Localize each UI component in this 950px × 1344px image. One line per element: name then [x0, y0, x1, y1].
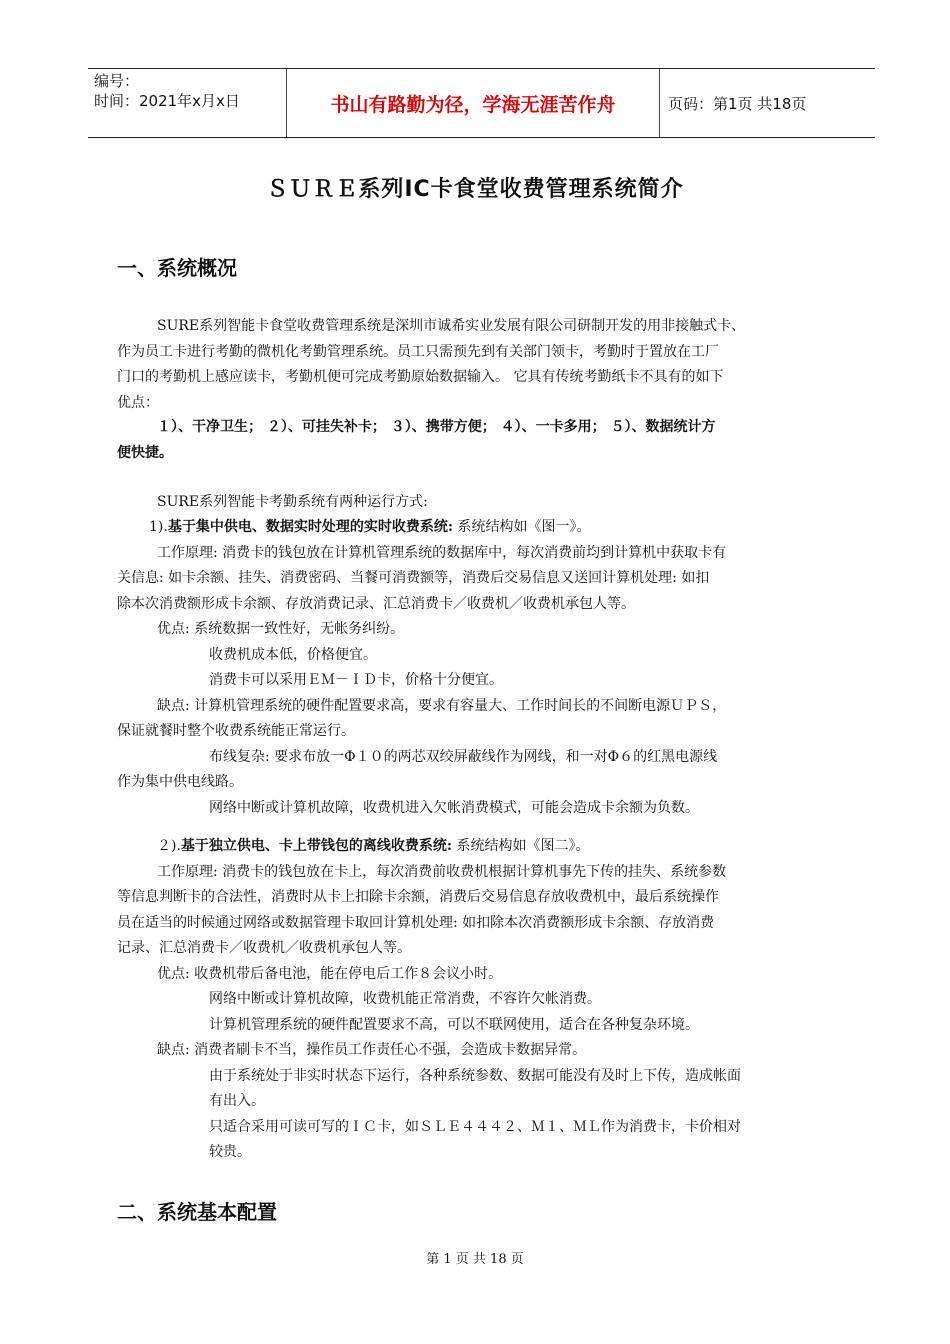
paragraph-line: 作为员工卡进行考勤的微机化考勤管理系统。员工只需预先到有关部门领卡，考勤时于置放在工厂: [117, 343, 719, 360]
mode1-title: 基于集中供电、数据实时处理的实时收费系统:: [167, 519, 453, 535]
page-footer: 第 1 页 共 18 页: [426, 1252, 524, 1267]
paragraph-line: 便快捷。: [117, 445, 173, 461]
mode2-section: [117, 834, 847, 1166]
section-heading-overview: 一、系统概况: [117, 256, 237, 280]
paragraph-line: １）、干净卫生； ２）、可挂失补卡； ３）、携带方便； ４）、一卡多用； ５）、数据统计方: [157, 419, 716, 435]
section-heading-basic-config: 二、系统基本配置: [117, 1200, 277, 1224]
paragraph-line: 只适合采用可读可写的ＩＣ卡，如ＳＬＥ４４４２、Ｍ１、ＭＬ作为消费卡，卡价相对: [209, 1118, 741, 1135]
paragraph-line: 门口的考勤机上感应读卡，考勤机便可完成考勤原始数据输入。 它具有传统考勤纸卡不具有的如下: [117, 369, 724, 385]
mode1-section: [117, 515, 847, 821]
paragraph-line: SURE系列智能卡食堂收费管理系统是深圳市诚希实业发展有限公司研制开发的用非接触式卡、: [157, 318, 746, 334]
page-header: [88, 68, 875, 138]
paragraph-line: 缺点: 消费者刷卡不当，操作员工作责任心不强，会造成卡数据异常。: [157, 1042, 587, 1058]
mode2-title: 基于独立供电、卡上带钱包的离线收费系统:: [180, 838, 453, 854]
header-info: [94, 71, 286, 111]
mode1-number: 1).: [149, 519, 168, 535]
paragraph-line: 优点：: [117, 394, 159, 411]
paragraph-line: 网络中断或计算机故障，收费机能正常消费，不容许欠帐消费。: [209, 991, 601, 1007]
paragraph-line: 关信息: 如卡余额、挂失、消费密码、当餐可消费额等，消费后交易信息又送回计算机处理: 如扣: [117, 570, 710, 586]
intro-paragraph: [117, 314, 847, 416]
advantages-paragraph: [117, 414, 847, 466]
paragraph-line: 由于系统处于非实时状态下运行，各种系统参数、数据可能没有及时上下传，造成帐面: [209, 1067, 741, 1084]
paragraph-line: 较贵。: [209, 1144, 251, 1160]
paragraph-line: 工作原理: 消费卡的钱包放在卡上，每次消费前收费机根据计算机事先下传的挂失、系统参数: [157, 863, 727, 880]
paragraph-line: 优点: 收费机带后备电池，能在停电后工作８会议小时。: [157, 965, 503, 982]
mode2-number: ２).: [157, 838, 181, 854]
paragraph-line: 等信息判断卡的合法性，消费时从卡上扣除卡余额，消费后交易信息存放收费机中，最后系统操作: [117, 889, 719, 905]
paragraph-line: 缺点: 计算机管理系统的硬件配置要求高，要求有容量大、工作时间长的不间断电源ＵＰＳ，: [157, 697, 727, 714]
mode1-structure-note: 系统结构如《图一》。: [453, 519, 591, 535]
paragraph-line: 有出入。: [209, 1093, 265, 1109]
paragraph-line: SURE系列智能卡考勤系统有两种运行方式:: [157, 494, 428, 510]
document-title: ＳＵＲＥ系列IC卡食堂收费管理系统简介: [266, 177, 684, 202]
document-date: 时间：2021年x月x日: [94, 92, 240, 110]
header-page-number: 页码：第1页 共18页: [668, 95, 807, 113]
paragraph-line: 布线复杂: 要求布放一Φ１０的两芯双绞屏蔽线作为网线，和一对Φ６的红黑电源线: [209, 748, 718, 765]
paragraph-line: 计算机管理系统的硬件配置要求不高，可以不联网使用，适合在各种复杂环境。: [209, 1016, 699, 1033]
paragraph-line: 员在适当的时候通过网络或数据管理卡取回计算机处理: 如扣除本次消费额形成卡余额、存放消费: [117, 914, 715, 931]
paragraph-line: 作为集中供电线路。: [117, 774, 243, 790]
paragraph-line: 消费卡可以采用ＥＭ－ＩＤ卡，价格十分便宜。: [209, 672, 503, 688]
header-motto: 书山有路勤为径，学海无涯苦作舟: [286, 69, 660, 137]
mode2-heading: [117, 834, 847, 860]
paragraph-line: 收费机成本低，价格便宜。: [209, 646, 377, 663]
document-number-label: 编号：: [94, 72, 140, 90]
paragraph-line: 优点: 系统数据一致性好，无帐务纠纷。: [157, 621, 405, 637]
paragraph-line: 记录、汇总消费卡／收费机／收费机承包人等。: [117, 940, 411, 956]
paragraph-line: 网络中断或计算机故障，收费机进入欠帐消费模式，可能会造成卡余额为负数。: [209, 799, 699, 816]
paragraph-line: 保证就餐时整个收费系统能正常运行。: [117, 723, 355, 739]
paragraph-line: 工作原理: 消费卡的钱包放在计算机管理系统的数据库中，每次消费前均到计算机中获取卡有: [157, 544, 727, 561]
modes-intro: [117, 490, 847, 516]
mode2-structure-note: 系统结构如《图二》。: [452, 838, 590, 854]
paragraph-line: 除本次消费额形成卡余额、存放消费记录、汇总消费卡／收费机／收费机承包人等。: [117, 595, 635, 612]
mode1-heading: [117, 515, 847, 541]
